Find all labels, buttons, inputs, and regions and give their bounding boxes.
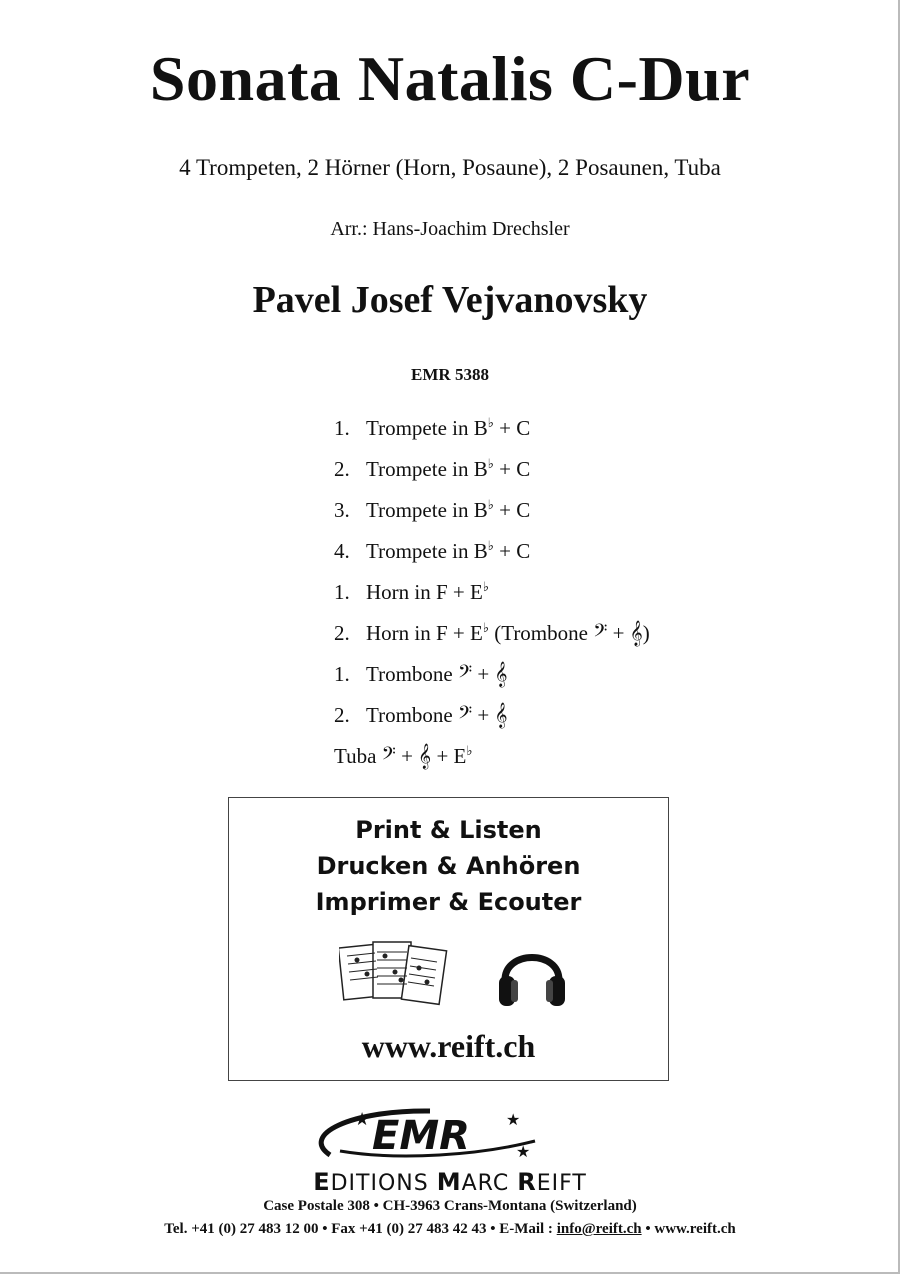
treble-clef-icon: 𝄞: [494, 703, 508, 728]
part-item: 3. Trompete in B♭ + C: [334, 497, 531, 522]
headphones-icon: [497, 936, 567, 1010]
treble-clef-icon: 𝄞: [494, 662, 508, 687]
svg-text:★: ★: [506, 1110, 521, 1129]
bass-clef-icon: 𝄢: [593, 621, 608, 646]
part-item: 4. Trompete in B♭ + C: [334, 538, 531, 563]
publisher-address: Case Postale 308 • CH-3963 Crans-Montana (Switzerland): [263, 1198, 637, 1214]
parts-list: [334, 408, 650, 777]
promo-line-de: Drucken & Anhören: [316, 852, 581, 880]
arranger-credit: Arr.: Hans-Joachim Drechsler: [330, 218, 570, 240]
part-item: 2. Horn in F + E♭ (Trombone 𝄢 + 𝄞): [334, 620, 650, 646]
treble-clef-icon: 𝄞: [629, 621, 643, 646]
bass-clef-icon: 𝄢: [458, 703, 473, 728]
svg-text:EMR: EMR: [372, 1113, 470, 1159]
part-item: Tuba 𝄢 + 𝄞 + E♭: [334, 743, 473, 769]
part-item: 2. Trompete in B♭ + C: [334, 456, 531, 481]
publisher-contact: Tel. +41 (0) 27 483 12 00 • Fax +41 (0) 27 483 42 43 • E-Mail : info@reift.ch • www.reift.ch: [164, 1221, 736, 1237]
publisher-name: EDITIONS MARC REIFT: [313, 1168, 587, 1196]
sheet-music-icon: [339, 938, 449, 1018]
instrumentation: 4 Trompeten, 2 Hörner (Horn, Posaune), 2 Posaunen, Tuba: [179, 155, 721, 180]
promo-url: www.reift.ch: [361, 1028, 536, 1064]
catalog-number: EMR 5388: [411, 365, 489, 384]
bass-clef-icon: 𝄢: [381, 744, 396, 769]
promo-line-en: Print & Listen: [355, 816, 542, 844]
part-item: 2. Trombone 𝄢 + 𝄞: [334, 703, 508, 728]
composer-name: Pavel Josef Vejvanovsky: [252, 279, 648, 321]
print-listen-box: [228, 797, 669, 1081]
bass-clef-icon: 𝄢: [458, 662, 473, 687]
svg-text:★: ★: [354, 1109, 371, 1130]
part-item: 1. Trompete in B♭ + C: [334, 415, 531, 440]
emr-logo: [310, 1105, 550, 1167]
page-title: Sonata Natalis C-Dur: [149, 43, 751, 114]
svg-text:★: ★: [516, 1142, 531, 1161]
part-item: 1. Horn in F + E♭: [334, 579, 489, 604]
treble-clef-icon: 𝄞: [418, 744, 432, 769]
part-item: 1. Trombone 𝄢 + 𝄞: [334, 662, 508, 687]
email-link[interactable]: info@reift.ch: [556, 1221, 642, 1237]
promo-line-fr: Imprimer & Ecouter: [315, 888, 582, 916]
